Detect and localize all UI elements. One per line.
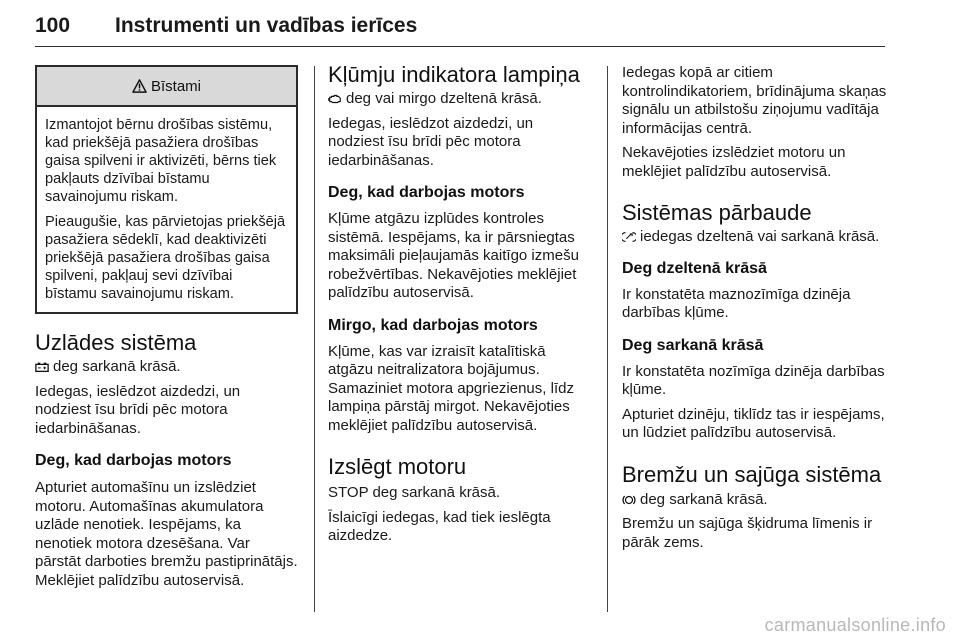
column-3 (622, 56, 890, 552)
column-divider (314, 66, 315, 612)
malfunction-text: Iedegas, ieslēdzot aizdedzi, un nodziest īsu brīdi pēc motora iedarbināšanas. (328, 114, 534, 169)
yellow-text: Ir konstatēta maznozīmīga dzinēja darbības kļūme. (622, 285, 851, 321)
stop-engine-text: Īslaicīgi iedegas, kad tiek ieslēgta aizdedze. (328, 508, 551, 544)
brake-icon-line (622, 491, 890, 510)
warning-paragraph: Pieaugušie, kas pārvietojas priekšējā pasažiera sēdeklī, kad deaktivizēti priekšējā pasažiera drošības gaisa spilveni, pakļauj sevi dzīvībai bīstamu savainojumu riskam. (45, 214, 286, 302)
intro-paragraph: Nekavējoties izslēdziet motoru un meklējiet palīdzību autoservisā. (622, 144, 846, 180)
warning-body (37, 107, 296, 312)
engine-icon (328, 93, 342, 105)
brake-text: Bremžu un sajūga šķidruma līmenis ir pārāk zems. (622, 515, 873, 551)
charging-sub-heading: Deg, kad darbojas motors (35, 452, 232, 469)
brake-heading: Bremžu un sajūga sistēma (622, 461, 882, 487)
wrench-icon (622, 231, 636, 243)
warning-title: Bīstami (150, 77, 201, 95)
battery-icon (35, 361, 49, 373)
system-check-icon-text: iedegas dzeltenā vai sarkanā krāsā. (640, 228, 880, 245)
column-2 (328, 56, 593, 546)
malfunction-heading: Kļūmju indikatora lampiņa (328, 62, 580, 87)
system-check-heading: Sistēmas pārbaude (622, 200, 812, 225)
malfunction-sub1-heading: Deg, kad darbojas motors (328, 184, 525, 201)
watermark: carmanualsonline.info (764, 615, 946, 635)
running-title: Instrumenti un vadības ierīces (115, 14, 418, 37)
malfunction-icon-text: deg vai mirgo dzeltenā krāsā. (346, 90, 542, 107)
stop-engine-heading: Izslēgt motoru (328, 454, 467, 479)
malfunction-sub2-heading: Mirgo, kad darbojas motors (328, 316, 538, 334)
warning-box (35, 65, 298, 314)
intro-paragraph: Iedegas kopā ar citiem kontrolindikatoriem, brīdinājuma skaņas signālu un atbilstošu ziņojumu vadītāja informācijas centrā. (622, 64, 887, 137)
stop-engine-line: STOP deg sarkanā krāsā. (328, 484, 501, 501)
column-1 (35, 56, 298, 590)
red-text-2: Apturiet dzinēju, tiklīdz tas ir iespējams, un lūdziet palīdzību autoservisā. (622, 405, 885, 441)
charging-sub-text: Apturiet automašīnu un izslēdziet motoru. Automašīnas akumulatora uzlāde nenotiek. Iespējams, ka nenotiek motora dzesēšana. Var pārstāt darboties bremžu pastiprinātājs. Meklējiet palīdzību autoservisā. (35, 479, 298, 589)
page-number: 100 (35, 14, 71, 37)
red-heading: Deg sarkanā krāsā (622, 336, 764, 354)
charging-icon-line (35, 358, 298, 377)
red-text: Ir konstatēta nozīmīga dzinēja darbības kļūme. (622, 362, 885, 398)
brake-icon (622, 494, 636, 506)
warning-paragraph: Izmantojot bērnu drošības sistēmu, kad priekšējā pasažiera drošības gaisa spilveni ir aktivizēti, bērns tiek pakļauts dzīvībai bīstamu savainojumu riskam. (45, 117, 277, 205)
brake-icon-text: deg sarkanā krāsā. (640, 490, 768, 508)
malfunction-icon-line (328, 90, 593, 109)
charging-heading: Uzlādes sistēma (35, 330, 197, 355)
warning-header (37, 67, 296, 107)
column-divider (607, 66, 608, 612)
system-check-icon-line (622, 228, 890, 247)
warning-triangle-icon (132, 79, 147, 93)
charging-icon-text: deg sarkanā krāsā. (53, 358, 181, 375)
page-header (35, 0, 885, 47)
charging-text: Iedegas, ieslēdzot aizdedzi, un nodziest īsu brīdi pēc motora iedarbināšanas. (35, 382, 241, 437)
yellow-heading: Deg dzeltenā krāsā (622, 259, 767, 277)
malfunction-sub1-text: Kļūme atgāzu izplūdes kontroles sistēmā. Iespējams, ka ir pārsniegtas maksimāli pieļaujamās kaitīgo izmešu robežvērtības. Nekavējoties meklējiet palīdzību autoservisā. (328, 210, 579, 301)
malfunction-sub2-text: Kļūme, kas var izraisīt katalītiskā atgāzu neitralizatora bojājumus. Samaziniet motora apgriezienus, līdz lampiņa pārstāj mirgot. Nekavējoties meklējiet palīdzību autoservisā. (328, 342, 574, 434)
